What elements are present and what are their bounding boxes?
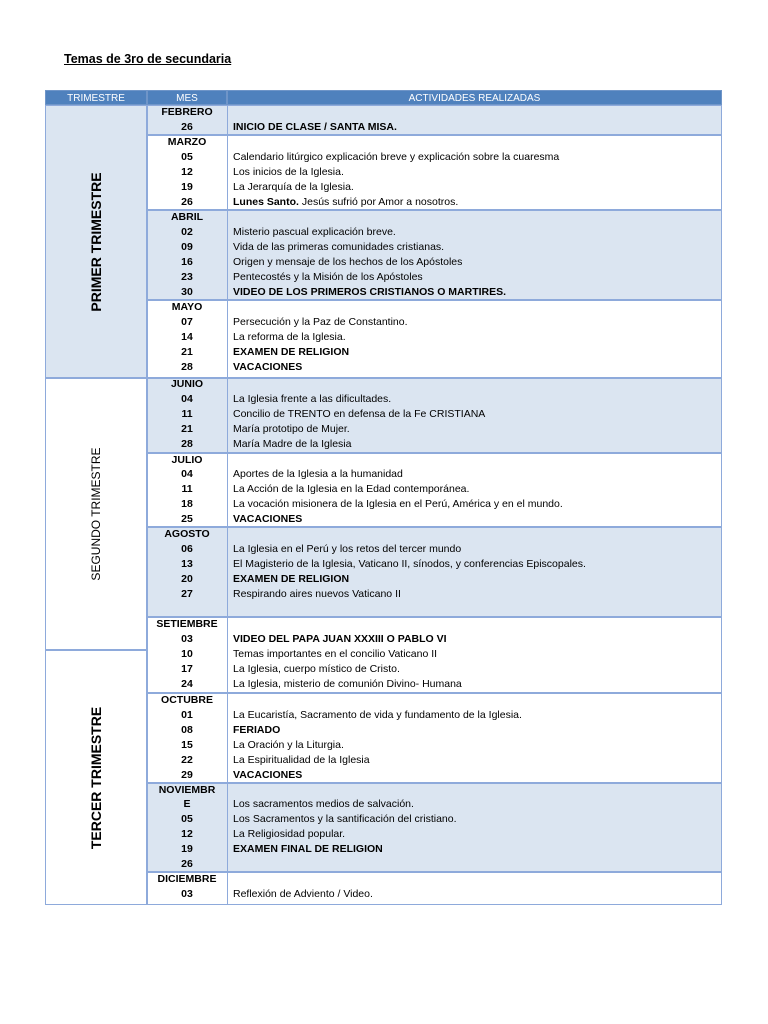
activity-text: EXAMEN DE RELIGION: [233, 346, 350, 358]
day-number: 15: [181, 739, 193, 751]
activity-text: Calendario litúrgico explicación breve y explicación sobre la cuaresma: [233, 151, 560, 163]
activity-text: El Magisterio de la Iglesia, Vaticano II, sínodos, y conferencias Episcopales.: [233, 558, 586, 570]
activity-text: Origen y mensaje de los hechos de los Apóstoles: [233, 256, 463, 268]
column-divider: [227, 378, 228, 453]
day-number: 03: [181, 888, 193, 900]
day-number: 19: [181, 843, 193, 855]
day-number: 24: [181, 678, 193, 690]
day-number: 10: [181, 648, 193, 660]
activity-text: Los sacramentos medios de salvación.: [233, 798, 414, 810]
day-number: 14: [181, 331, 193, 343]
activity-text: La Espiritualidad de la Iglesia: [233, 754, 370, 766]
day-number: 06: [181, 543, 193, 555]
activity-text: La Iglesia, misterio de comunión Divino- Humana: [233, 678, 462, 690]
activity-bold-prefix: Lunes Santo.: [233, 196, 299, 208]
day-number: 22: [181, 754, 193, 766]
column-divider: [227, 453, 228, 527]
column-divider: [227, 693, 228, 783]
day-number: 09: [181, 241, 193, 253]
day-number: 08: [181, 724, 193, 736]
month-name: OCTUBRE: [161, 694, 213, 706]
header-mes: MES: [147, 90, 227, 105]
trimestre-label: TERCER TRIMESTRE: [88, 706, 104, 849]
activity-text: Temas importantes en el concilio Vaticano II: [233, 648, 438, 660]
day-number: 05: [181, 813, 193, 825]
day-number: 07: [181, 316, 193, 328]
activity-text: EXAMEN FINAL DE RELIGION: [233, 843, 383, 855]
activity-text: VIDEO DE LOS PRIMEROS CRISTIANOS O MARTIRES.: [233, 286, 507, 298]
day-number: 12: [181, 828, 193, 840]
activity-text: Los Sacramentos y la santificación del cristiano.: [233, 813, 457, 825]
month-name: JUNIO: [170, 378, 204, 390]
activity-text: La Iglesia, cuerpo místico de Cristo.: [233, 663, 400, 675]
month-name: ABRIL: [170, 211, 204, 223]
column-divider: [227, 135, 228, 210]
activity-text: Misterio pascual explicación breve.: [233, 226, 396, 238]
activity-text: La Iglesia en el Perú y los retos del tercer mundo: [233, 543, 462, 555]
column-divider: [227, 527, 228, 617]
day-number: 20: [181, 573, 193, 585]
day-number: 02: [181, 226, 193, 238]
month-name: NOVIEMBR: [158, 784, 216, 796]
activity-text: FERIADO: [233, 724, 281, 736]
trimestre-block-2: [45, 378, 147, 650]
month-name: DICIEMBRE: [157, 873, 217, 885]
day-number: 27: [181, 588, 193, 600]
day-number: 12: [181, 166, 193, 178]
day-number: 11: [181, 483, 193, 495]
day-number: 11: [181, 408, 193, 420]
month-name: FEBRERO: [161, 106, 213, 118]
activity-text: Reflexión de Adviento / Video.: [233, 888, 373, 900]
day-number: 19: [181, 181, 193, 193]
day-number: 04: [181, 468, 193, 480]
column-divider: [227, 872, 228, 905]
header-actividades: ACTIVIDADES REALIZADAS: [227, 90, 722, 105]
activity-text: Los inicios de la Iglesia.: [233, 166, 344, 178]
day-number: 13: [181, 558, 193, 570]
day-number: 17: [181, 663, 193, 675]
activity-text: La Eucaristía, Sacramento de vida y fundamento de la Iglesia.: [233, 709, 522, 721]
day-number: 25: [181, 513, 193, 525]
day-number: 26: [181, 858, 193, 870]
day-number: 21: [181, 423, 193, 435]
activity-text: VACACIONES: [233, 361, 303, 373]
day-number: 26: [181, 196, 193, 208]
column-divider: [227, 300, 228, 378]
activity-text: Pentecostés y la Misión de los Apóstoles: [233, 271, 423, 283]
month-name: AGOSTO: [164, 528, 210, 540]
activity-text: Persecución y la Paz de Constantino.: [233, 316, 408, 328]
activity-text: Vida de las primeras comunidades cristianas.: [233, 241, 445, 253]
column-divider: [227, 210, 228, 300]
day-number: 18: [181, 498, 193, 510]
day-number: 30: [181, 286, 193, 298]
trimestre-label: PRIMER TRIMESTRE: [88, 171, 104, 312]
month-name: MARZO: [167, 136, 207, 148]
activity-text: La Oración y la Liturgia.: [233, 739, 344, 751]
day-number: 05: [181, 151, 193, 163]
trimestre-block-3: [45, 650, 147, 905]
activity-text: La Religiosidad popular.: [233, 828, 346, 840]
month-name: SETIEMBRE: [156, 618, 218, 630]
activity-text: EXAMEN DE RELIGION: [233, 573, 350, 585]
column-divider: [227, 783, 228, 872]
activity-text: La reforma de la Iglesia.: [233, 331, 346, 343]
activity-text: INICIO DE CLASE / SANTA MISA.: [233, 121, 397, 133]
header-trimestre: TRIMESTRE: [45, 90, 147, 105]
month-name-continued: E: [183, 798, 191, 810]
month-name: JULIO: [171, 454, 203, 466]
activity-text: Respirando aires nuevos Vaticano II: [233, 588, 401, 600]
activity-text: VACACIONES: [233, 513, 303, 525]
activity-text: La vocación misionera de la Iglesia en el Perú, América y en el mundo.: [233, 498, 563, 510]
activity-text: La Acción de la Iglesia en la Edad contemporánea.: [233, 483, 470, 495]
column-divider: [227, 617, 228, 693]
activity-text: Lunes Santo. Jesús sufrió por Amor a nosotros.: [233, 196, 459, 208]
trimestre-block-1: [45, 105, 147, 378]
month-name: MAYO: [171, 301, 203, 313]
activity-text: VACACIONES: [233, 769, 303, 781]
day-number: 21: [181, 346, 193, 358]
activity-text: Concilio de TRENTO en defensa de la Fe CRISTIANA: [233, 408, 486, 420]
day-number: 26: [181, 121, 193, 133]
activity-text: Aportes de la Iglesia a la humanidad: [233, 468, 403, 480]
day-number: 29: [181, 769, 193, 781]
activity-text: La Jerarquía de la Iglesia.: [233, 181, 354, 193]
day-number: 28: [181, 438, 193, 450]
document-title: Temas de 3ro de secundaria: [64, 52, 232, 66]
activity-text: María Madre de la Iglesia: [233, 438, 352, 450]
day-number: 28: [181, 361, 193, 373]
day-number: 23: [181, 271, 193, 283]
trimestre-label: SEGUNDO TRIMESTRE: [89, 447, 103, 581]
activity-text: VIDEO DEL PAPA JUAN XXXIII O PABLO VI: [233, 633, 447, 645]
column-divider: [227, 105, 228, 135]
activity-text: María prototipo de Mujer.: [233, 423, 350, 435]
day-number: 04: [181, 393, 193, 405]
day-number: 01: [181, 709, 193, 721]
day-number: 03: [181, 633, 193, 645]
activity-text: La Iglesia frente a las dificultades.: [233, 393, 392, 405]
day-number: 16: [181, 256, 193, 268]
